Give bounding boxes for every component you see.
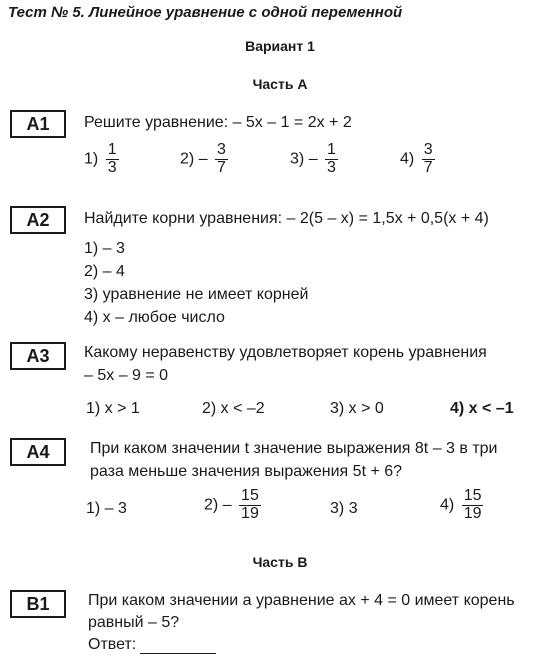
option-number: 3) bbox=[330, 500, 345, 517]
fraction bbox=[106, 142, 119, 177]
option-number: 1) bbox=[86, 500, 101, 517]
a2-option-2[interactable]: 2) – 4 bbox=[84, 263, 125, 280]
fraction bbox=[215, 142, 228, 177]
fraction bbox=[462, 488, 484, 523]
a2-option-3[interactable]: 3) уравнение не имеет корней bbox=[84, 286, 309, 303]
question-b1-label: В1 bbox=[10, 590, 66, 618]
denominator: 7 bbox=[423, 158, 433, 176]
a4-option-4[interactable] bbox=[440, 488, 483, 523]
question-a4-label: А4 bbox=[10, 438, 66, 466]
question-a1-text: Решите уравнение: – 5x – 1 = 2x + 2 bbox=[84, 114, 352, 131]
minus-sign: – bbox=[198, 150, 208, 168]
answer-row bbox=[88, 636, 216, 654]
a1-option-2[interactable] bbox=[180, 142, 228, 177]
fraction bbox=[239, 488, 261, 523]
question-b1-text-line1: При каком значении a уравнение ax + 4 = 0 имеет корень bbox=[88, 592, 515, 609]
question-a3-text-line1: Какому неравенству удовлетворяет корень уравнения bbox=[84, 344, 487, 361]
a3-option-4[interactable]: 4) x < –1 bbox=[450, 400, 514, 417]
a1-option-1[interactable] bbox=[84, 142, 119, 177]
a3-option-1[interactable]: 1) x > 1 bbox=[86, 400, 140, 417]
numerator: 15 bbox=[463, 487, 482, 504]
denominator: 19 bbox=[463, 504, 482, 522]
numerator: 3 bbox=[217, 141, 226, 158]
a4-option-2[interactable] bbox=[204, 488, 261, 523]
option-number: 3) bbox=[290, 150, 305, 168]
answer-label: Ответ: bbox=[88, 636, 137, 653]
a3-option-2[interactable]: 2) x < –2 bbox=[202, 400, 265, 417]
part-b-heading: Часть В bbox=[252, 554, 308, 570]
denominator: 19 bbox=[241, 504, 259, 522]
question-a2-text: Найдите корни уравнения: – 2(5 – x) = 1,5x + 0,5(x + 4) bbox=[84, 210, 489, 227]
question-a3-text-line2: – 5x – 9 = 0 bbox=[84, 367, 169, 384]
a2-option-4[interactable]: 4) x – любое число bbox=[84, 309, 225, 326]
a3-option-3[interactable]: 3) x > 0 bbox=[330, 400, 384, 417]
option-number: 4) bbox=[400, 150, 415, 168]
numerator: 15 bbox=[241, 487, 259, 504]
numerator: 3 bbox=[423, 141, 433, 158]
option-number: 4) bbox=[440, 496, 455, 514]
a2-option-1[interactable]: 1) – 3 bbox=[84, 240, 125, 257]
test-title: Тест № 5. Линейное уравнение с одной переменной bbox=[8, 4, 403, 21]
minus-sign: – bbox=[308, 150, 318, 168]
option-number: 2) bbox=[204, 496, 219, 514]
a1-option-3[interactable] bbox=[290, 142, 338, 177]
numerator: 1 bbox=[327, 141, 336, 158]
numerator: 1 bbox=[107, 141, 117, 158]
denominator: 3 bbox=[327, 158, 336, 176]
a4-option-3[interactable] bbox=[330, 500, 358, 518]
question-a4-text-line1: При каком значении t значение выражения 8t – 3 в три bbox=[90, 440, 498, 457]
minus-sign: – bbox=[222, 496, 232, 514]
option-value: – 3 bbox=[104, 500, 127, 517]
question-a2-label: А2 bbox=[10, 206, 66, 234]
option-number: 2) bbox=[180, 150, 195, 168]
question-a1-label: А1 bbox=[10, 110, 66, 138]
answer-blank-line[interactable] bbox=[140, 639, 216, 654]
part-a-heading: Часть А bbox=[252, 76, 308, 92]
denominator: 3 bbox=[107, 158, 117, 176]
question-a4-text-line2: раза меньше значения выражения 5t + 6? bbox=[90, 463, 403, 480]
fraction bbox=[422, 142, 435, 177]
a4-option-1[interactable] bbox=[86, 500, 127, 518]
option-number: 1) bbox=[84, 150, 99, 168]
option-value: 3 bbox=[348, 500, 358, 517]
question-a3-label: А3 bbox=[10, 342, 66, 370]
question-b1-text-line2: равный – 5? bbox=[88, 614, 180, 631]
fraction bbox=[325, 142, 338, 177]
a1-option-4[interactable] bbox=[400, 142, 435, 177]
variant-heading: Вариант 1 bbox=[245, 38, 315, 54]
denominator: 7 bbox=[217, 158, 226, 176]
